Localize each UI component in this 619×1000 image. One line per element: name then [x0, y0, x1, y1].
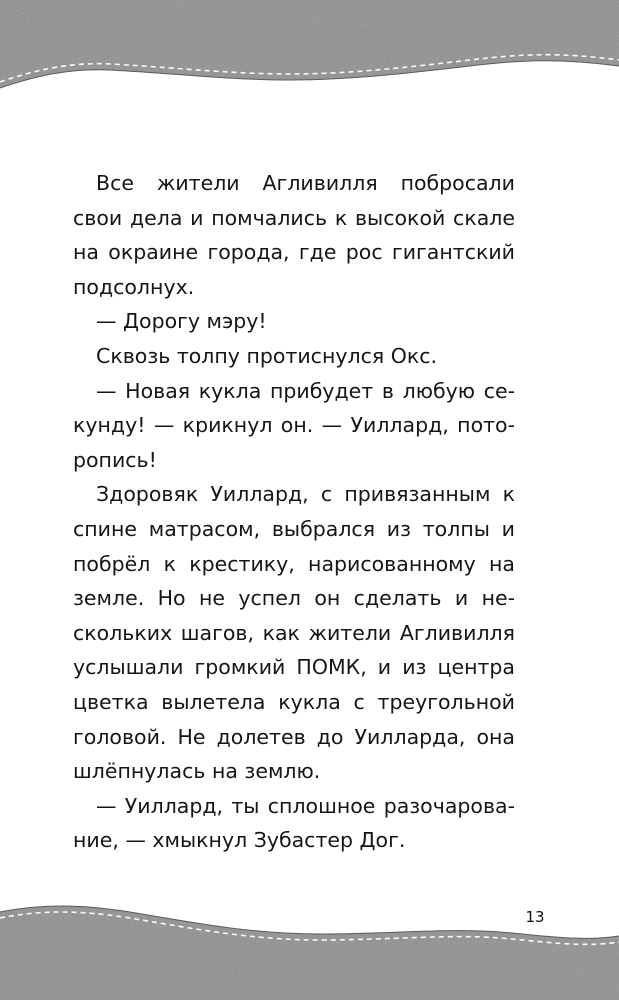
paragraph-2: — Дорогу мэру!: [96, 309, 267, 334]
page-number: 13: [525, 908, 545, 926]
paragraph-3: Сквозь толпу протиснулся Окс.: [96, 343, 438, 368]
top-decorative-band: [0, 0, 619, 110]
bottom-decorative-band: [0, 890, 619, 1000]
paragraph-1: Все жители Агливилля побросали свои дела и помчались к высокой скале на окраине города, где рос гигантский подсолнух.: [73, 171, 515, 299]
body-text: [73, 166, 515, 858]
paragraph-4: — Новая кукла прибудет в любую секунду! — крикнул он. — Уиллард, поторопись!: [73, 378, 515, 472]
paragraph-5: Здоровяк Уиллард, с привязанным к спине матрасом, выбрался из толпы и побрёл к крестику, нарисованному на земле. Но не успел он сделать и нескольких шагов, как жители Агливилля услышали громкий ПОМК, и из центра цветка вылетела кукла с треугольной головой. Не долетев до Уилларда, она шлёпнулась на землю.: [73, 482, 515, 784]
paragraph-6: — Уиллард, ты сплошное разочарование, — хмыкнул Зубастер Дог.: [73, 793, 515, 853]
